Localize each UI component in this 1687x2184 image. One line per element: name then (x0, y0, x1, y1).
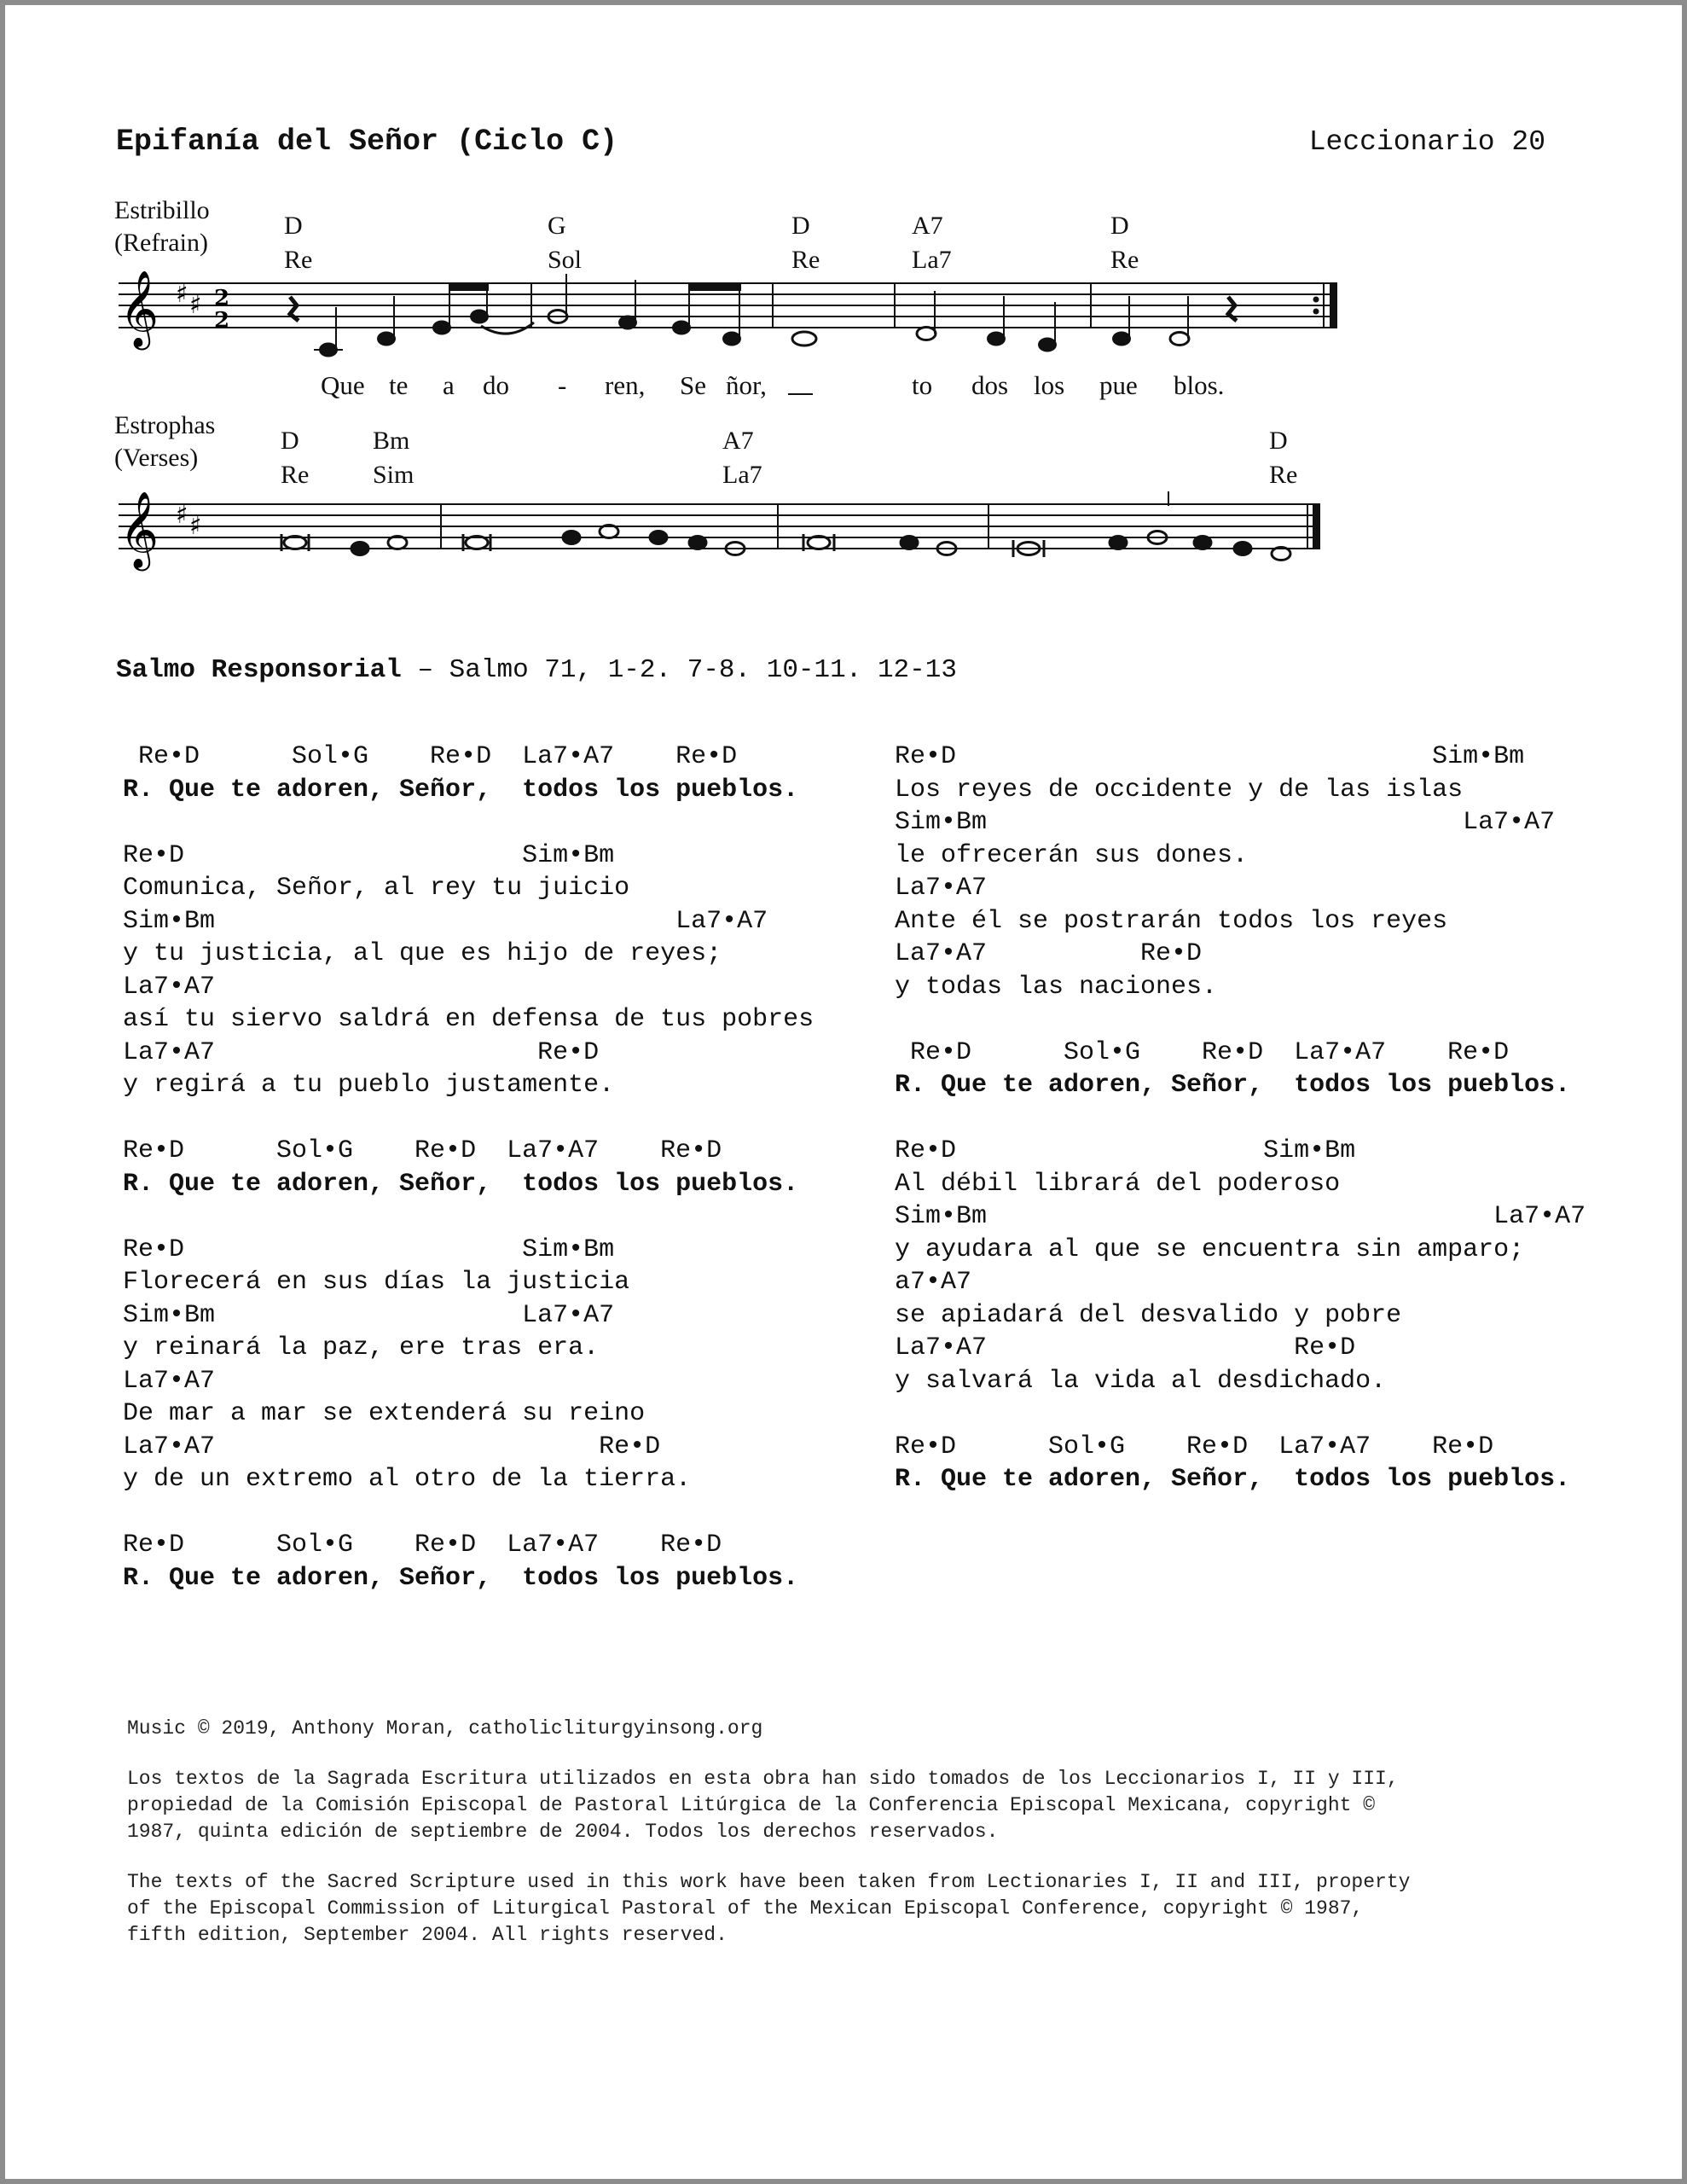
note-head (901, 537, 918, 549)
psalm-line: La7•A7 Re•D (123, 1037, 600, 1067)
note-head (673, 322, 690, 334)
psalm-left-column (123, 741, 856, 1628)
music-notation (5, 5, 1682, 602)
psalm-line: y reinará la paz, ere tras era. (123, 1333, 600, 1362)
psalm-line: Re•D Sol•G Re•D La7•A7 Re•D (123, 1136, 722, 1165)
psalm-line: Ante él se postrarán todos los reyes (895, 906, 1448, 936)
lyric-syllable: ñor, (726, 370, 767, 400)
note-head (471, 311, 488, 323)
final-barline (1330, 283, 1337, 328)
refrain-chord-en: D (284, 212, 303, 240)
final-barline (1313, 504, 1320, 549)
response-line: R. Que te adoren, Señor, todos los pueblos. (123, 1169, 799, 1199)
whole-note-head (792, 332, 816, 346)
stanza (895, 1037, 1662, 1102)
refrain-chord-es: La7 (912, 246, 952, 274)
psalm-line: Re•D Sim•Bm (895, 742, 1525, 771)
note-head (689, 537, 706, 549)
verse-chord-en: D (281, 427, 299, 455)
stanza (895, 1431, 1662, 1496)
note-head (1110, 537, 1127, 549)
refrain-chord-es: Re (1110, 246, 1139, 274)
lyric-syllable: blos. (1174, 370, 1225, 400)
lectionary-number: Leccionario 20 (1308, 126, 1545, 158)
psalm-line: y de un extremo al otro de la tierra. (123, 1465, 692, 1494)
quarter-rest-icon (290, 297, 299, 321)
verse-chord-es: Re (281, 461, 310, 489)
note-head (1194, 537, 1211, 549)
verse-chord-es: La7 (722, 461, 762, 489)
psalm-line: Sim•Bm La7•A7 (123, 1300, 615, 1330)
psalm-line: Re•D Sim•Bm (123, 1234, 615, 1264)
psalm-line: Re•D Sol•G Re•D La7•A7 Re•D (123, 1531, 722, 1560)
note-head (351, 543, 368, 555)
verse-chord-en: A7 (722, 427, 754, 455)
sharp-icon: ♯ (176, 279, 188, 309)
verses-staff (119, 504, 1320, 549)
psalm-line: le ofrecerán sus dones. (895, 840, 1249, 870)
note-head (723, 333, 740, 346)
psalm-line: Los reyes de occidente y de las islas (895, 775, 1464, 804)
note-head (650, 531, 667, 544)
refrain-label: Estribillo (Refrain) (114, 196, 210, 257)
note-head (1039, 339, 1056, 351)
psalm-line: y tu justicia, al que es hijo de reyes; (123, 939, 722, 968)
refrain-chord-es: Re (791, 246, 820, 274)
lyric-syllable: pue (1099, 370, 1138, 400)
psalm-line: La7•A7 Re•D (123, 1432, 661, 1461)
verse-chord-en: D (1269, 427, 1288, 455)
lyric-syllable: ren, (605, 370, 646, 400)
time-signature-bottom: 2 (214, 308, 230, 334)
psalm-right-column (895, 741, 1662, 1529)
treble-clef-icon: 𝄞 (119, 270, 159, 347)
lyric-syllable: Se (680, 370, 706, 400)
psalm-line: y regirá a tu pueblo justamente. (123, 1071, 615, 1100)
refrain-chord-en: G (548, 212, 566, 240)
psalm-line: Sim•Bm La7•A7 (123, 906, 768, 936)
beam (689, 285, 740, 290)
note-head (433, 322, 450, 334)
psalm-line: La7•A7 Re•D (895, 1333, 1356, 1362)
note-head (378, 333, 395, 346)
stanza (123, 1529, 856, 1594)
spanish-copyright-notice: Los textos de la Sagrada Escritura utilizados en esta obra han sido tomados de los Leccionarios I, II y III, propiedad de la Comisión Episcopal de Pastoral Litúrgica de la Conferencia Episcopal Mexicana, copyright © 1987, quinta edición de septiembre de 2004. Todos los derechos reservados. (127, 1768, 1399, 1843)
psalm-line: Comunica, Señor, al rey tu juicio (123, 874, 630, 903)
footer (127, 1716, 1577, 1972)
stanza (123, 741, 856, 806)
refrain-chord-es: Sol (548, 246, 583, 274)
repeat-dot (1313, 297, 1319, 303)
psalm-line: La7•A7 Re•D (895, 939, 1203, 968)
psalm-line: La7•A7 (123, 1366, 216, 1396)
refrain-chord-en: D (1110, 212, 1129, 240)
psalm-title: Salmo Responsorial (116, 655, 402, 685)
psalm-line: Re•D Sol•G Re•D La7•A7 Re•D (123, 742, 738, 771)
psalm-line: y salvará la vida al desdichado. (895, 1366, 1387, 1396)
stanza (123, 839, 856, 1102)
page-title: Epifanía del Señor (Ciclo C) (116, 125, 618, 159)
response-line: R. Que te adoren, Señor, todos los pueblos. (123, 1563, 799, 1593)
lyric-syllable: - (558, 370, 567, 400)
lyric-syllable: los (1034, 370, 1065, 400)
refrain-chord-en: D (791, 212, 810, 240)
lyric-syllable: te (389, 370, 409, 400)
half-note-head (917, 328, 936, 340)
psalm-line: Florecerá en sus días la justicia (123, 1268, 630, 1297)
psalm-line: se apiadará del desvalido y pobre (895, 1300, 1402, 1330)
sharp-icon: ♯ (189, 290, 202, 320)
music-credit: Music © 2019, Anthony Moran, catholicliturgyinsong.org (127, 1717, 763, 1740)
response-line: R. Que te adoren, Señor, todos los pueblos. (895, 1465, 1571, 1494)
psalm-line: La7•A7 (123, 972, 216, 1002)
stanza (895, 1135, 1662, 1397)
verse-chord-es: Sim (373, 461, 415, 489)
lyric-syllable: do (483, 370, 509, 400)
english-copyright-notice: The texts of the Sacred Scripture used in this work have been taken from Lectionaries I, II and III, property of the Episcopal Commission of Liturgical Pastoral of the Mexican Episcopal Conference, copyright © 1987, fifth edition, September 2004. All rights reserved. (127, 1871, 1411, 1946)
psalm-line: Sim•Bm La7•A7 (895, 808, 1556, 837)
stanza (895, 741, 1662, 1003)
psalm-line: a7•A7 (895, 1268, 972, 1297)
treble-clef-icon: 𝄞 (119, 491, 159, 568)
psalm-line: Re•D Sol•G Re•D La7•A7 Re•D (895, 1432, 1494, 1461)
half-note-head (1170, 333, 1189, 346)
sharp-icon: ♯ (189, 511, 202, 541)
note-head (988, 333, 1005, 346)
repeat-dot (1313, 309, 1319, 315)
verse-chord-en: Bm (373, 427, 410, 455)
note-head (1113, 333, 1130, 346)
psalm-line: y ayudara al que se encuentra sin amparo; (895, 1234, 1525, 1264)
psalm-line: Sim•Bm La7•A7 (895, 1202, 1586, 1231)
psalm-line: Al débil librará del poderoso (895, 1169, 1341, 1199)
time-signature-top: 2 (214, 286, 230, 311)
note-head (320, 344, 337, 357)
response-line: R. Que te adoren, Señor, todos los pueblos. (123, 775, 799, 804)
quarter-rest-icon (1228, 297, 1237, 321)
lyric-syllable: Que (321, 370, 365, 400)
psalm-line: Re•D Sim•Bm (895, 1136, 1356, 1165)
note-head (563, 531, 580, 544)
stanza (123, 1234, 856, 1496)
psalm-heading (116, 655, 957, 685)
sharp-icon: ♯ (176, 500, 188, 530)
refrain-chord-es: Re (284, 246, 313, 274)
psalm-line: Re•D Sol•G Re•D La7•A7 Re•D (895, 1037, 1510, 1067)
beam (449, 285, 488, 290)
note-head (1234, 543, 1251, 555)
refrain-chord-en: A7 (912, 212, 943, 240)
psalm-line: La7•A7 (895, 874, 988, 903)
stanza (123, 1135, 856, 1200)
response-line: R. Que te adoren, Señor, todos los pueblos. (895, 1071, 1571, 1100)
psalm-line: y todas las naciones. (895, 972, 1218, 1002)
lyric-syllable: a (443, 370, 455, 400)
note-head (619, 317, 636, 329)
psalm-line: Re•D Sim•Bm (123, 840, 615, 870)
psalm-line: así tu siervo saldrá en defensa de tus pobres (123, 1005, 815, 1034)
lyric-syllable: to (912, 370, 933, 400)
lyric-syllable: dos (971, 370, 1009, 400)
verse-chord-es: Re (1269, 461, 1298, 489)
verses-label: Estrophas (Verses) (114, 411, 216, 472)
psalm-line: De mar a mar se extenderá su reino (123, 1399, 646, 1428)
psalm-reference: – Salmo 71, 1-2. 7-8. 10-11. 12-13 (401, 655, 957, 685)
